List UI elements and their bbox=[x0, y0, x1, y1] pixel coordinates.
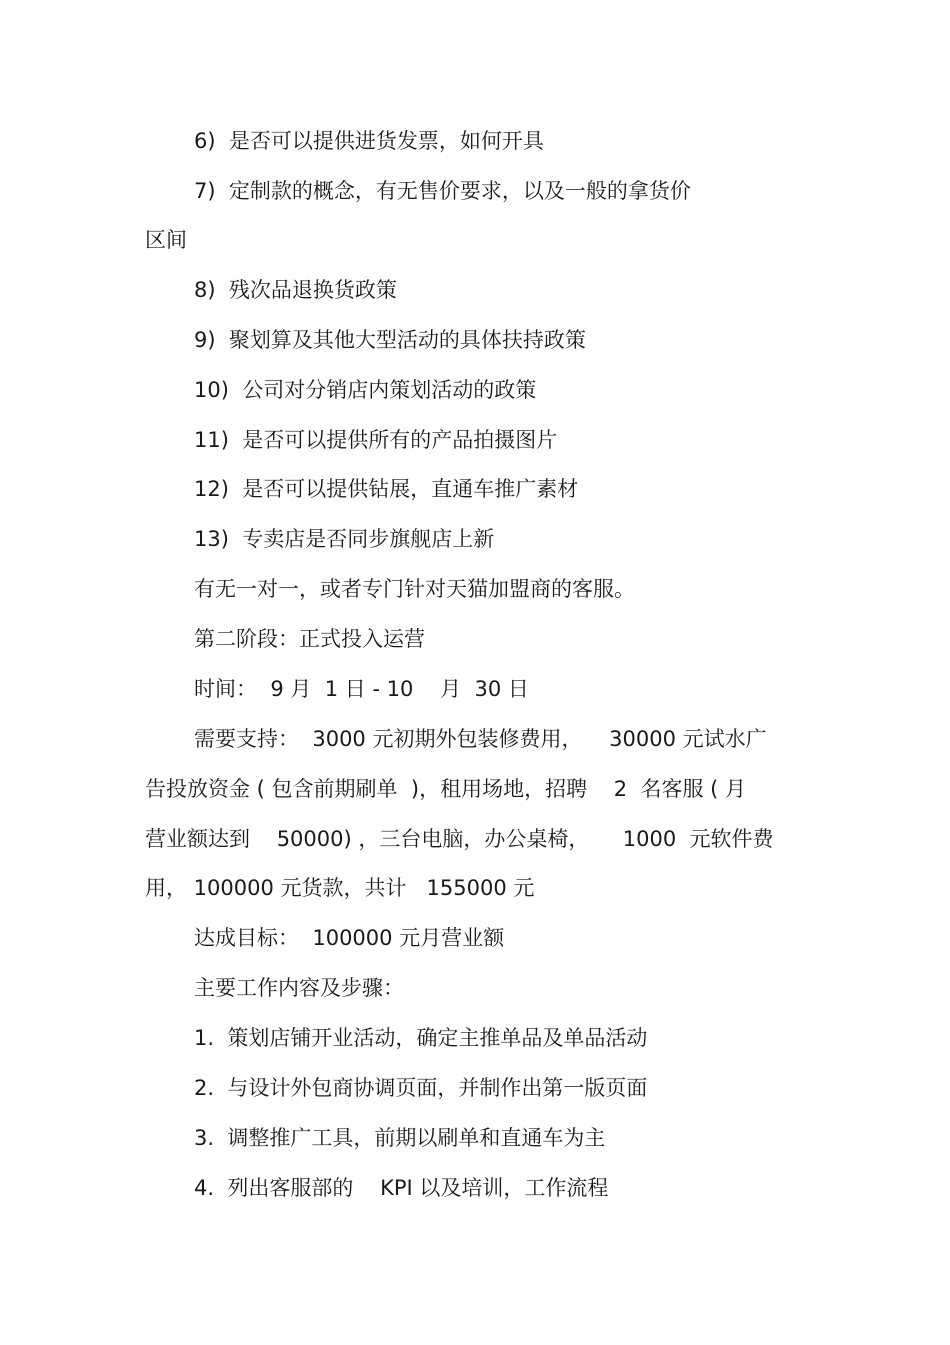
main-work-heading: 主要工作内容及步骤： bbox=[194, 976, 404, 1000]
step-item-2: 2. 与设计外包商协调页面，并制作出第一版页面 bbox=[194, 1076, 648, 1100]
time-paragraph: 时间： 9 月 1 日 - 10 月 30 日 bbox=[194, 677, 529, 701]
step-item-4: 4. 列出客服部的 KPI 以及培训，工作流程 bbox=[194, 1176, 609, 1200]
list-item-12: 12) 是否可以提供钻展，直通车推广素材 bbox=[194, 477, 579, 501]
list-item-6: 6) 是否可以提供进货发票，如何开具 bbox=[194, 129, 544, 153]
stage-two-heading: 第二阶段：正式投入运营 bbox=[194, 627, 425, 651]
step-item-3: 3. 调整推广工具，前期以刷单和直通车为主 bbox=[194, 1126, 606, 1150]
list-item-8: 8) 残次品退换货政策 bbox=[194, 278, 397, 302]
support-paragraph-line-1: 需要支持： 3000 元初期外包装修费用， 30000 元试水广 bbox=[194, 727, 767, 751]
support-paragraph-line-4: 用， 100000 元货款，共计 155000 元 bbox=[145, 876, 535, 900]
list-item-11: 11) 是否可以提供所有的产品拍摄图片 bbox=[194, 428, 558, 452]
list-item-10: 10) 公司对分销店内策划活动的政策 bbox=[194, 378, 537, 402]
support-paragraph-line-3: 营业额达到 50000) ，三台电脑，办公桌椅， 1000 元软件费 bbox=[145, 827, 774, 851]
customer-service-paragraph: 有无一对一，或者专门针对天猫加盟商的客服。 bbox=[194, 577, 635, 601]
list-item-7: 7) 定制款的概念，有无售价要求，以及一般的拿货价 bbox=[194, 179, 691, 203]
list-item-7-continuation: 区间 bbox=[145, 228, 187, 252]
target-paragraph: 达成目标： 100000 元月营业额 bbox=[194, 926, 505, 950]
list-item-13: 13) 专卖店是否同步旗舰店上新 bbox=[194, 527, 495, 551]
list-item-9: 9) 聚划算及其他大型活动的具体扶持政策 bbox=[194, 328, 586, 352]
support-paragraph-line-2: 告投放资金 ( 包含前期刷单 )，租用场地，招聘 2 名客服 ( 月 bbox=[145, 777, 747, 801]
step-item-1: 1. 策划店铺开业活动，确定主推单品及单品活动 bbox=[194, 1026, 648, 1050]
